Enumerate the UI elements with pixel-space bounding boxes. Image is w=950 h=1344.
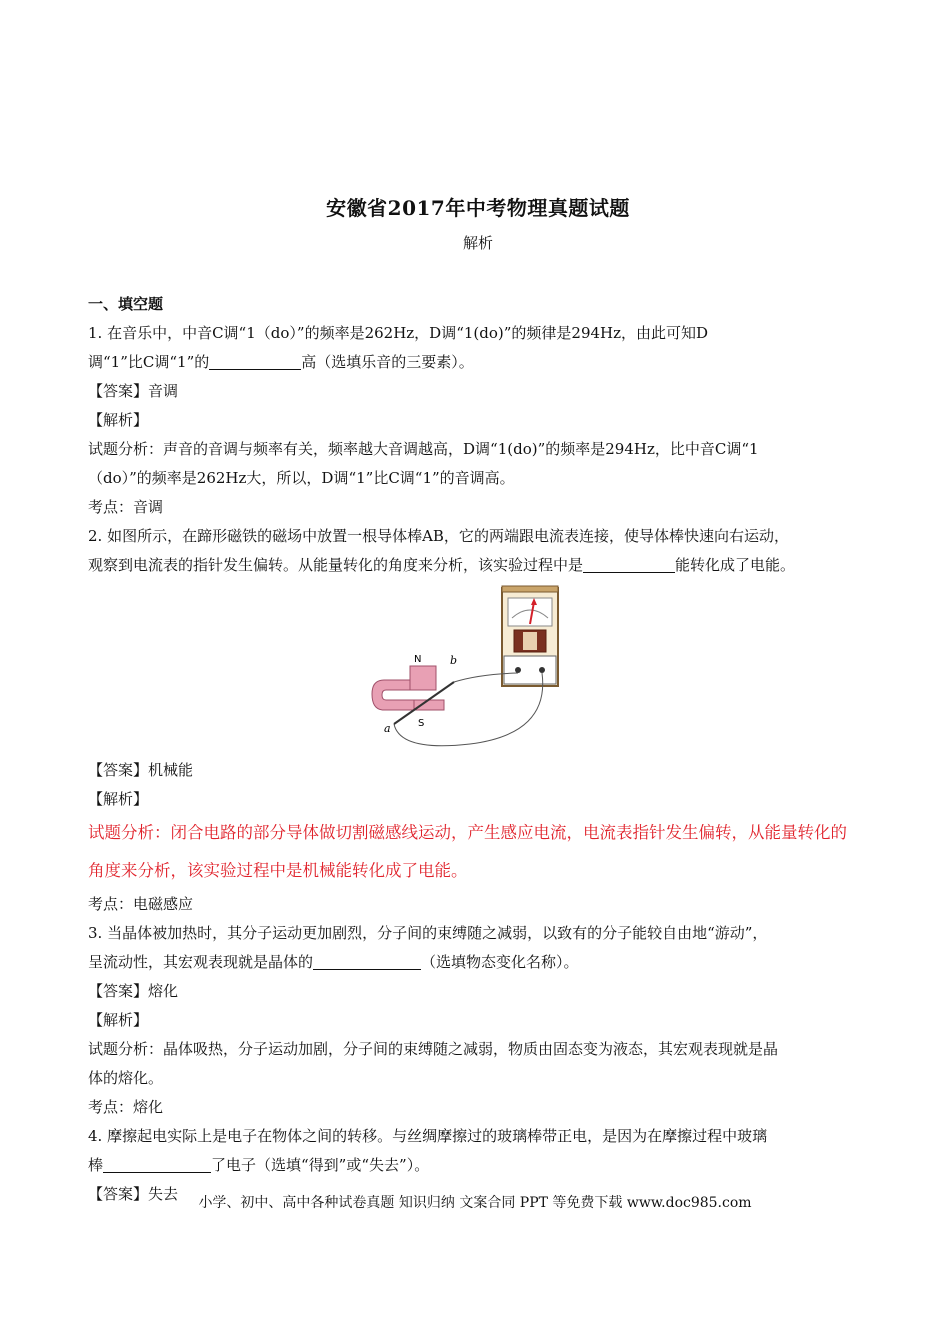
page-subtitle: 解析 [462,234,493,252]
q1-answer-blank [209,351,301,370]
ammeter-top [502,586,558,592]
q2-analysis-red-line2: 角度来分析，该实验过程中是机械能转化成了电能。 [88,861,468,880]
q4-line2-pre: 棒 [88,1156,104,1174]
q2-line2-pre: 观察到电流表的指针发生偏转。从能量转化的角度来分析，该实验过程中是 [88,556,584,574]
terminal-left [515,667,521,673]
q1-analysis-line1: 试题分析：声音的音调与频率有关，频率越大音调越高，D调“1(do)”的频率是294Hz，比中音C调“1 [88,440,759,458]
q2-jiexi: 【解析】 [88,790,149,808]
q1-jiexi: 【解析】 [88,411,149,429]
ammeter-base [504,656,556,684]
q2-answer: 【答案】机械能 [88,761,194,779]
section-heading: 一、填空题 [88,295,164,313]
q3-analysis-line2: 体的熔化。 [88,1069,164,1087]
q2-line1: 2. 如图所示，在蹄形磁铁的磁场中放置一根导体棒AB，它的两端跟电流表连接，使导体棒快速向右运动， [88,527,789,545]
magnet-n-pole [410,666,436,690]
q1-kaodian: 考点：音调 [88,498,164,516]
q2-kaodian: 考点：电磁感应 [88,895,194,913]
q1-line2-post: 高（选填乐音的三要素）。 [301,353,474,371]
q3-line2-pre: 呈流动性，其宏观表现就是晶体的 [88,953,314,971]
q3-line2-post: （选填物态变化名称）。 [421,953,579,971]
q3-kaodian: 考点：熔化 [88,1098,164,1116]
magnet-s-pole [414,700,444,710]
page-footer: 小学、初中、高中各种试卷真题 知识归纳 文案合同 PPT 等免费下载 www.doc985.com [198,1195,752,1211]
q4-line2 [88,1151,868,1180]
q1-line1: 1. 在音乐中，中音C调“1（do）”的频率是262Hz，D调“1(do)”的频律是294Hz，由此可知D [88,324,709,342]
q1-analysis-line2: （do）”的频率是262Hz大，所以，D调“1”比C调“1”的音调高。 [88,469,515,487]
q3-line2 [88,948,868,977]
document-body [88,290,868,1209]
page-title: 安徽省2017年中考物理真题试题 [326,196,630,220]
q3-answer-blank [313,951,421,970]
q3-answer: 【答案】熔化 [88,982,179,1000]
q3-analysis-line1: 试题分析：晶体吸热，分子运动加剧，分子间的束缚随之减弱，物质由固态变为液态，其宏观表现就是晶 [88,1040,779,1058]
q2-figure [88,580,868,756]
terminal-right [539,667,545,673]
q2-answer-blank [583,554,675,573]
q4-answer: 【答案】失去 [88,1185,179,1203]
label-n: N [414,654,422,665]
q4-answer-blank [103,1154,211,1173]
q3-jiexi: 【解析】 [88,1011,149,1029]
ammeter-core [523,632,537,650]
q2-analysis-red-line1: 试题分析：闭合电路的部分导体做切割磁感线运动，产生感应电流，电流表指针发生偏转，从能量转化的 [88,823,847,842]
label-a: a [384,722,391,735]
galvanometer-experiment-illustration [370,584,600,752]
q4-line2-post: 了电子（选填“得到”或“失去”）。 [211,1156,430,1174]
q1-answer: 【答案】音调 [88,382,179,400]
label-s: S [418,718,425,729]
label-b: b [450,654,458,667]
q2-line2 [88,551,868,580]
q1-line2-pre: 调“1”比C调“1”的 [88,353,210,371]
q3-line1: 3. 当晶体被加热时，其分子运动更加剧烈，分子间的束缚随之减弱，以致有的分子能较自由地“游动”， [88,924,768,942]
q4-line1: 4. 摩擦起电实际上是电子在物体之间的转移。与丝绸摩擦过的玻璃棒带正电，是因为在摩擦过程中玻璃 [88,1127,768,1145]
q2-line2-post: 能转化成了电能。 [675,556,796,574]
q1-line2 [88,348,868,377]
